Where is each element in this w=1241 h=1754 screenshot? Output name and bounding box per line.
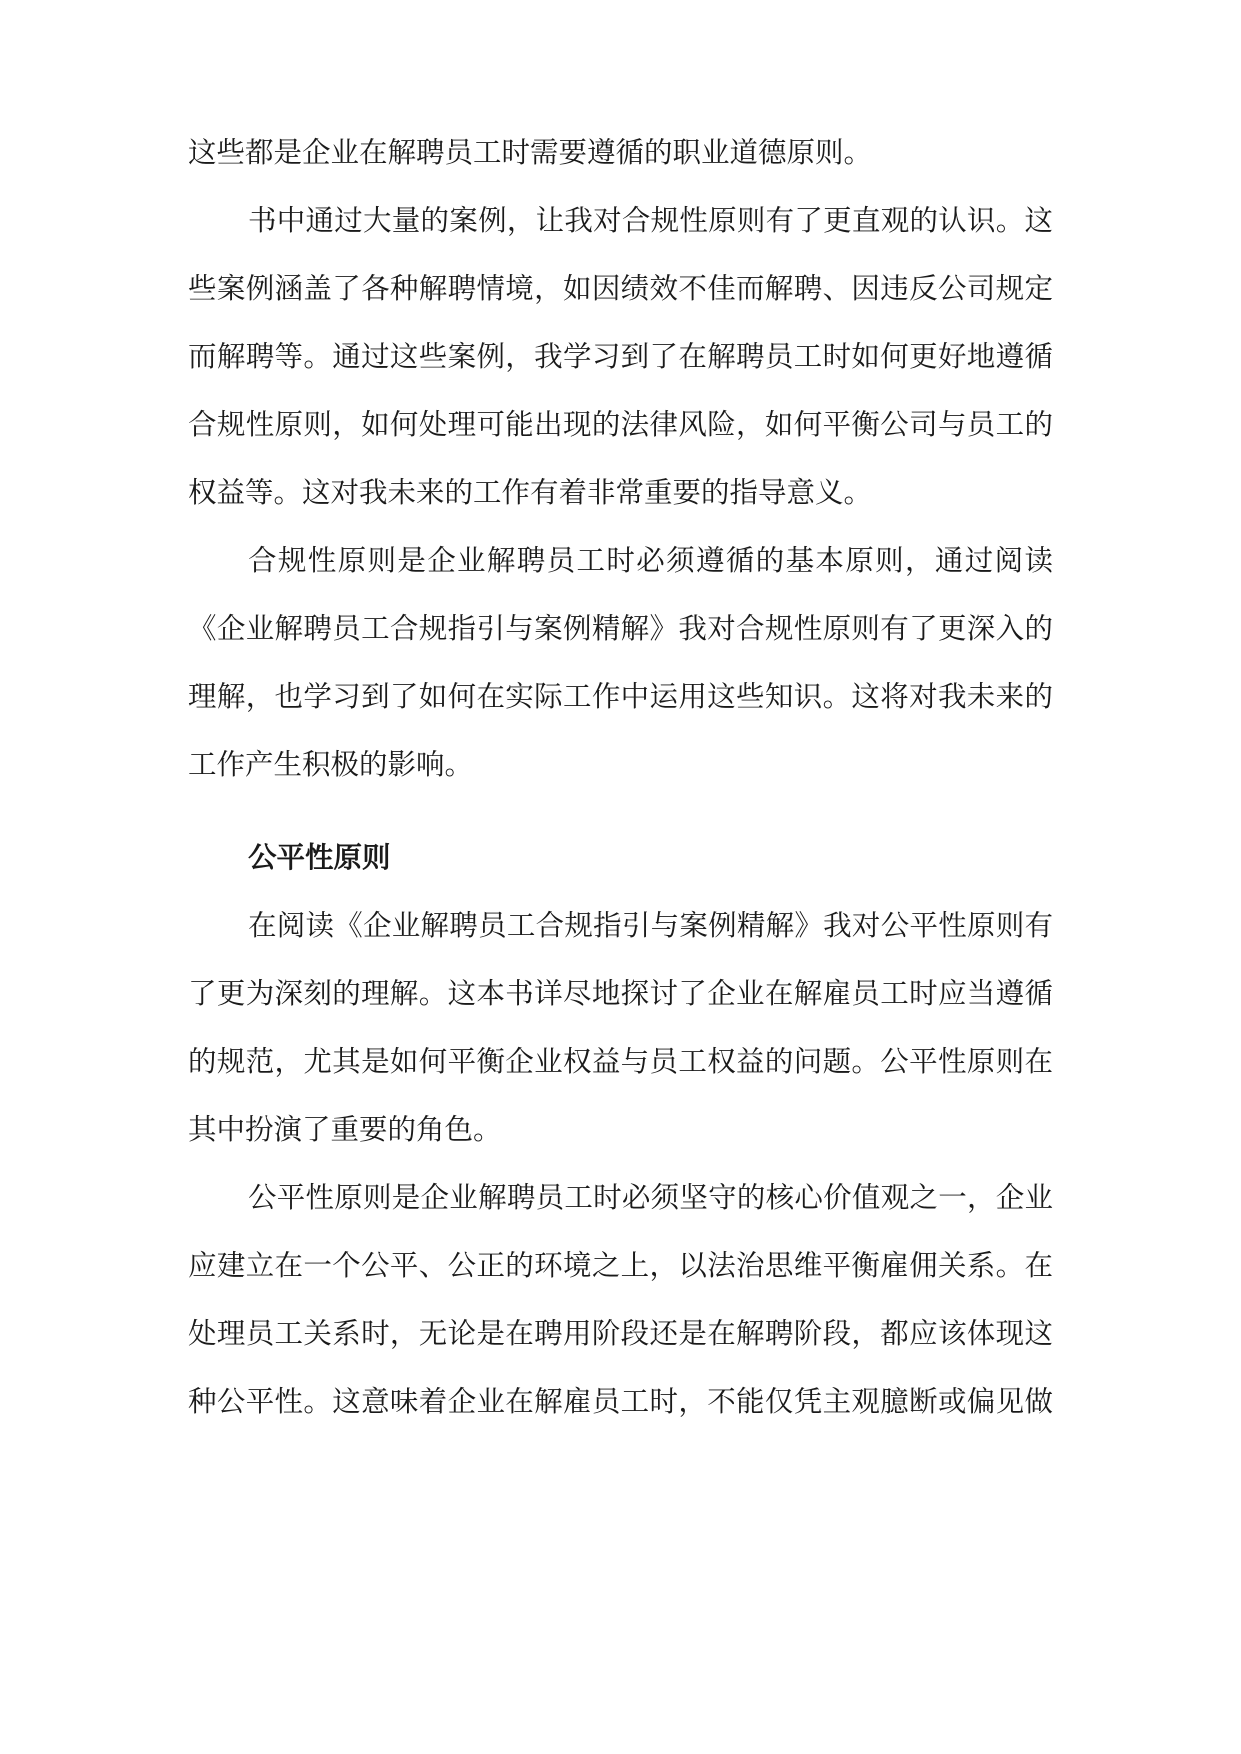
section-heading: 公平性原则 bbox=[248, 841, 391, 874]
paragraph-line: 种公平性。这意味着企业在解雇员工时，不能仅凭主观臆断或偏见做 bbox=[188, 1385, 1053, 1418]
paragraph-line: 处理员工关系时，无论是在聘用阶段还是在解聘阶段，都应该体现这 bbox=[188, 1317, 1053, 1350]
paragraph-line: 《企业解聘员工合规指引与案例精解》我对合规性原则有了更深入的 bbox=[188, 612, 1053, 645]
paragraph-line: 而解聘等。通过这些案例，我学习到了在解聘员工时如何更好地遵循 bbox=[188, 340, 1053, 373]
paragraph-line: 书中通过大量的案例，让我对合规性原则有了更直观的认识。这 bbox=[248, 204, 1053, 237]
paragraph-line: 这些都是企业在解聘员工时需要遵循的职业道德原则。 bbox=[188, 136, 873, 169]
paragraph-line: 了更为深刻的理解。这本书详尽地探讨了企业在解雇员工时应当遵循 bbox=[188, 977, 1053, 1010]
paragraph-line: 理解，也学习到了如何在实际工作中运用这些知识。这将对我未来的 bbox=[188, 680, 1053, 713]
paragraph-line: 其中扮演了重要的角色。 bbox=[188, 1113, 502, 1146]
paragraph-line: 合规性原则，如何处理可能出现的法律风险，如何平衡公司与员工的 bbox=[188, 408, 1053, 441]
paragraph-line: 应建立在一个公平、公正的环境之上，以法治思维平衡雇佣关系。在 bbox=[188, 1249, 1053, 1282]
paragraph-line: 的规范，尤其是如何平衡企业权益与员工权益的问题。公平性原则在 bbox=[188, 1045, 1053, 1078]
paragraph-line: 公平性原则是企业解聘员工时必须坚守的核心价值观之一，企业 bbox=[248, 1181, 1053, 1214]
paragraph-line: 些案例涵盖了各种解聘情境，如因绩效不佳而解聘、因违反公司规定 bbox=[188, 272, 1053, 305]
paragraph-line: 在阅读《企业解聘员工合规指引与案例精解》我对公平性原则有 bbox=[248, 909, 1053, 942]
paragraph-line: 工作产生积极的影响。 bbox=[188, 748, 474, 781]
paragraph-line: 合规性原则是企业解聘员工时必须遵循的基本原则，通过阅读 bbox=[248, 544, 1053, 577]
paragraph-line: 权益等。这对我未来的工作有着非常重要的指导意义。 bbox=[188, 476, 873, 509]
